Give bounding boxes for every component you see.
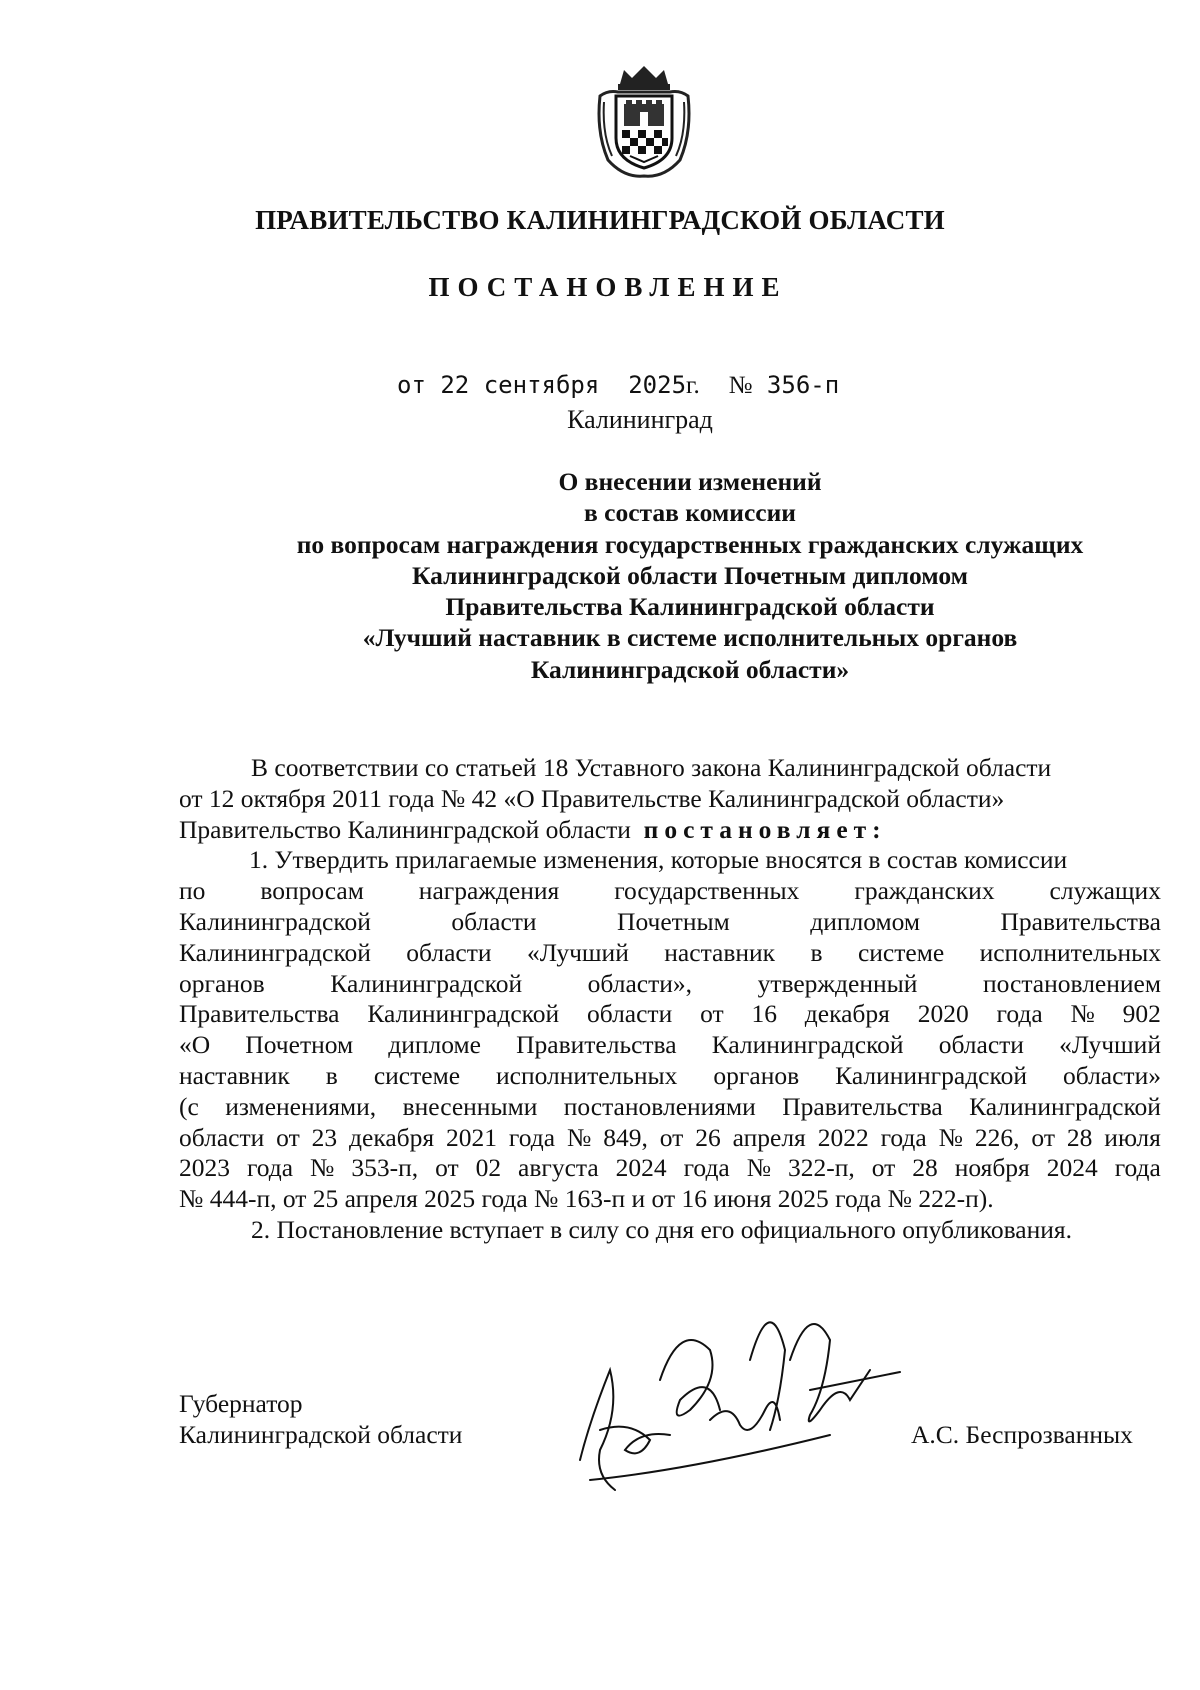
body-word: 322-п, [788,1153,855,1183]
document-date-number [397,371,839,400]
body-word: Правительства [1000,906,1161,936]
date-year: 2025 [628,371,687,399]
body-line [179,876,1161,907]
body-word: № [938,1122,963,1152]
body-word: дипломе [388,1030,481,1060]
body-word: от [1031,1122,1055,1152]
body-word: от [659,1122,684,1152]
document-title [140,466,1200,685]
body-word: Калининградской [179,906,371,936]
body-word: 28 [1066,1122,1093,1152]
date-month: сентября [483,371,600,399]
body-word: служащих [1049,876,1161,906]
body-word: года [683,1153,730,1183]
body-word: 2022 [817,1122,869,1152]
body-word: 16 [751,999,777,1029]
body-word: года [246,1153,294,1183]
body-word: декабря [804,999,890,1029]
title-line: Калининградской области» [530,654,850,684]
body-word: изменениями, [225,1091,377,1121]
position-line: Калининградской области [179,1420,463,1449]
body-line [179,1061,1161,1092]
body-line [179,969,1161,1000]
body-word: «О [179,1030,211,1060]
body-word: Правительства [782,1091,943,1121]
body-word: области», [587,968,693,998]
body-word: № [566,1122,592,1152]
date-prefix: от [397,371,426,399]
body-word: в [325,1060,338,1090]
body-word: 28 [912,1153,938,1183]
body-word: года [1114,1153,1161,1183]
resolves-word: постановляет: [643,814,887,844]
body-word: 353-п, [351,1153,419,1183]
body-line: В соответствии со статьей 18 Уставного закона Калининградской области [251,753,1052,782]
body-word: органов [713,1060,800,1090]
document-body [179,753,1161,1246]
body-word: 226, [974,1122,1020,1152]
body-line: 2. Постановление вступает в силу со дня его официального опубликования. [251,1214,1072,1244]
position-line: Губернатор [179,1389,303,1418]
body-word: наставник [664,937,776,967]
body-word: 2024 [1046,1153,1098,1183]
body-word: 849, [603,1122,648,1152]
body-line [179,1153,1161,1184]
body-word: ноября [954,1153,1030,1183]
body-word: системе [373,1060,461,1090]
body-word: 2020 [917,999,969,1029]
preamble-end: Правительство Калининградской области [179,814,631,844]
body-line [179,1092,1161,1123]
body-word: по [179,876,206,906]
body-word: «Лучший [526,937,629,967]
body-word: награждения [418,876,560,906]
body-word: постановлениями [563,1091,756,1121]
body-word: от [700,999,724,1029]
body-word: от [435,1153,459,1183]
body-word: области [938,1030,1024,1060]
title-line: О внесении изменений [558,467,822,496]
title-line: по вопросам награждения государственных гражданских служащих [296,529,1084,559]
body-word: постановлением [982,968,1161,998]
body-word: Калининградской [179,937,371,967]
body-line [179,999,1161,1030]
body-word: 2021 [446,1122,498,1152]
body-word: 26 [695,1122,721,1152]
coat-of-arms-emblem [590,62,698,180]
body-word: от [276,1122,300,1152]
body-word: Калининградской [835,1060,1027,1090]
handwritten-signature [570,1300,910,1500]
document-number: 356-п [766,371,840,399]
signatory-name: А.С. Беспрозванных [911,1420,1133,1449]
body-line: 1. Утвердить прилагаемые изменения, которые вносятся в состав комиссии [249,845,1068,875]
organization-name: ПРАВИТЕЛЬСТВО КАЛИНИНГРАДСКОЙ ОБЛАСТИ [255,205,945,235]
body-word: № [1070,999,1095,1029]
body-word: исполнительных [979,937,1161,967]
date-day: 22 [440,371,470,399]
body-word: 2023 [179,1153,230,1183]
body-line [179,815,1161,846]
body-word: в [810,937,823,967]
body-word: 23 [311,1122,338,1152]
body-word: Почетным [617,906,730,936]
title-line: Калининградской области Почетным дипломом [412,560,968,590]
body-word: 902 [1122,999,1161,1029]
body-word: года [880,1122,927,1152]
signatory-position [179,1388,462,1450]
body-word: года [996,999,1043,1029]
body-word: августа [518,1153,599,1183]
body-word: Правительства [516,1030,677,1060]
body-line [179,1030,1161,1061]
body-word: вопросам [260,876,364,906]
title-line: в состав комиссии [584,498,796,528]
body-word: государственных [614,876,800,906]
body-word: утвержденный [757,968,918,998]
body-word: декабря [349,1122,435,1152]
body-word: Калининградской [711,1030,904,1060]
body-word: апреля [732,1122,806,1152]
body-word: «Лучший [1059,1030,1161,1060]
body-word: Калининградской [969,1091,1161,1121]
title-line: «Лучший наставник в системе исполнительных органов [362,623,1018,653]
body-word: июля [1104,1122,1161,1152]
city: Калининград [567,405,713,434]
document-type: ПОСТАНОВЛЕНИЕ [428,272,788,302]
body-word: № [746,1153,772,1183]
body-word: 02 [475,1153,502,1183]
body-word: дипломом [810,906,921,936]
body-word: 2024 [615,1153,667,1183]
body-word: системе [857,937,945,967]
body-word: области [586,999,673,1029]
body-word: Почетном [245,1030,354,1060]
body-line: от 12 октября 2011 года № 42 «О Правительстве Калининградской области» [179,783,1005,813]
body-word: внесенными [402,1091,538,1121]
body-word: Правительства [179,999,340,1029]
year-suffix: г. [686,372,700,399]
body-word: (с [179,1091,199,1121]
body-word: исполнительных [496,1060,678,1090]
body-word: области [406,937,492,967]
body-word: области [179,1122,265,1152]
body-word: Калининградской [330,968,523,998]
body-line: № 444-п, от 25 апреля 2025 года № 163-п и от 16 июня 2025 года № 222-п). [179,1184,994,1214]
body-line [179,907,1161,938]
body-word: гражданских [854,876,995,906]
body-word: области [451,906,537,936]
body-line [179,938,1161,969]
body-word: Калининградской [367,999,560,1029]
body-word: наставник [179,1060,290,1090]
body-word: области» [1062,1060,1161,1090]
title-line: Правительства Калининградской области [445,592,935,622]
body-word: года [508,1122,556,1152]
body-word: от [871,1153,896,1183]
number-sign: № [728,372,753,399]
body-line [179,1123,1161,1154]
body-word: органов [179,968,265,998]
body-word: № [310,1153,335,1183]
